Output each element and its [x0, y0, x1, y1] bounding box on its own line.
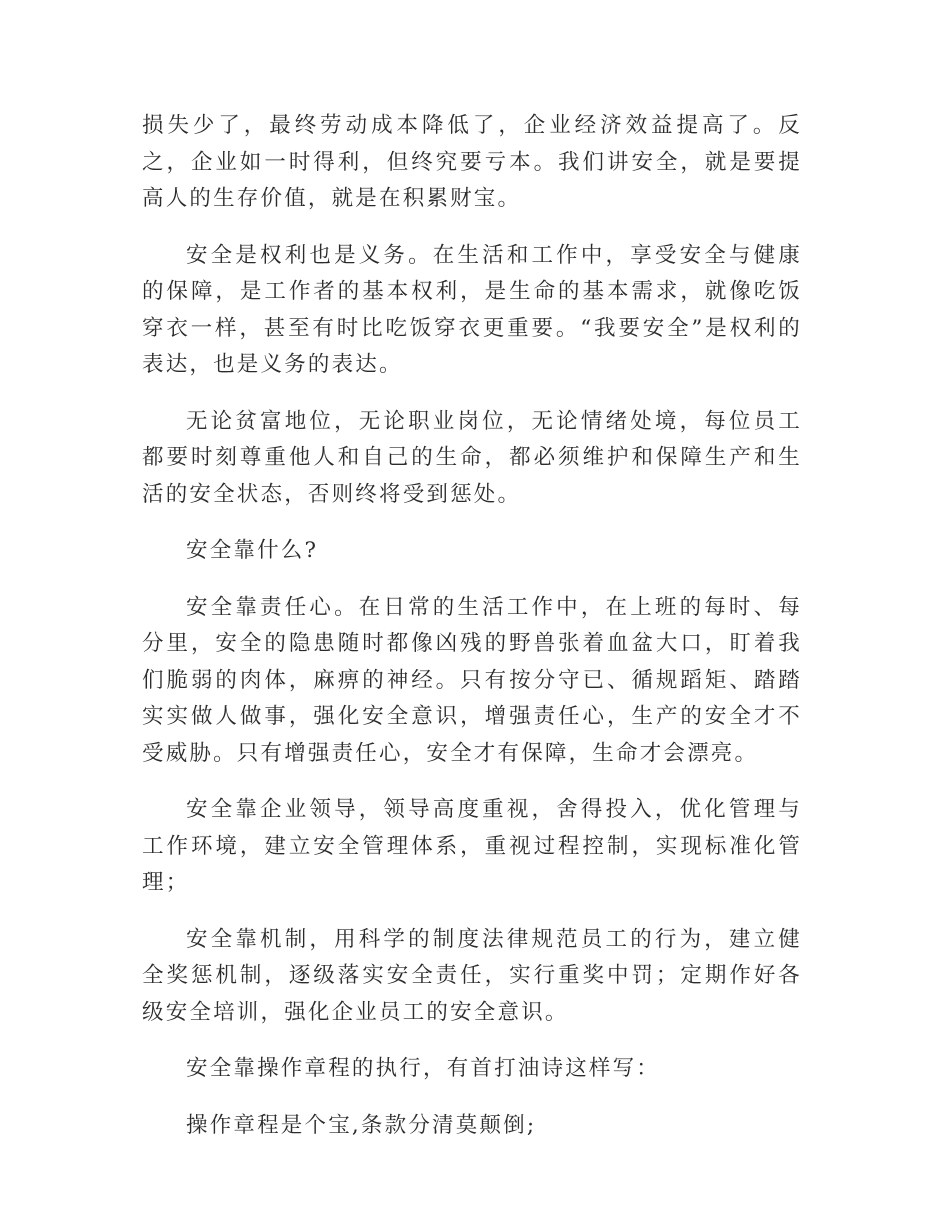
paragraph-responsibility: 安全靠责任心。在日常的生活工作中，在上班的每时、每分里，安全的隐患随时都像凶残的野兽张着血盆大口，盯着我们脆弱的肉体，麻痹的神经。只有按分守已、循规蹈矩、踏踏实实做人做事，强化安全意识，增强责任心，生产的安全才不受威胁。只有增强责任心，安全才有保障，生命才会漂亮。 [142, 594, 802, 766]
paragraph-continuation: 损失少了，最终劳动成本降低了，企业经济效益提高了。反之，企业如一时得利，但终究要亏本。我们讲安全，就是要提高人的生存价值，就是在积累财宝。 [142, 113, 802, 211]
paragraph-rights-duties: 安全是权利也是义务。在生活和工作中，享受安全与健康的保障，是工作者的基本权利，是生命的基本需求，就像吃饭穿衣一样，甚至有时比吃饭穿衣更重要。“我要安全”是权利的表达，也是义务的表达。 [142, 242, 802, 377]
paragraph-procedures: 安全靠操作章程的执行，有首打油诗这样写： [186, 1056, 661, 1081]
paragraph-respect-life: 无论贫富地位，无论职业岗位，无论情绪处境，每位员工都要时刻尊重他人和自己的生命，都必须维护和保障生产和生活的安全状态，否则终将受到惩处。 [142, 408, 802, 507]
paragraph-mechanism: 安全靠机制，用科学的制度法律规范员工的行为，建立健全奖惩机制，逐级落实安全责任，实行重奖中罚；定期作好各级安全培训，强化企业员工的安全意识。 [142, 926, 802, 1025]
paragraph-question: 安全靠什么? [186, 538, 319, 563]
document-body [142, 108, 802, 1164]
paragraph-leadership: 安全靠企业领导，领导高度重视，舍得投入，优化管理与工作环境，建立安全管理体系，重视过程控制，实现标准化管理； [142, 797, 802, 895]
paragraph-poem-line: 操作章程是个宝,条款分清莫颠倒; [186, 1112, 537, 1138]
